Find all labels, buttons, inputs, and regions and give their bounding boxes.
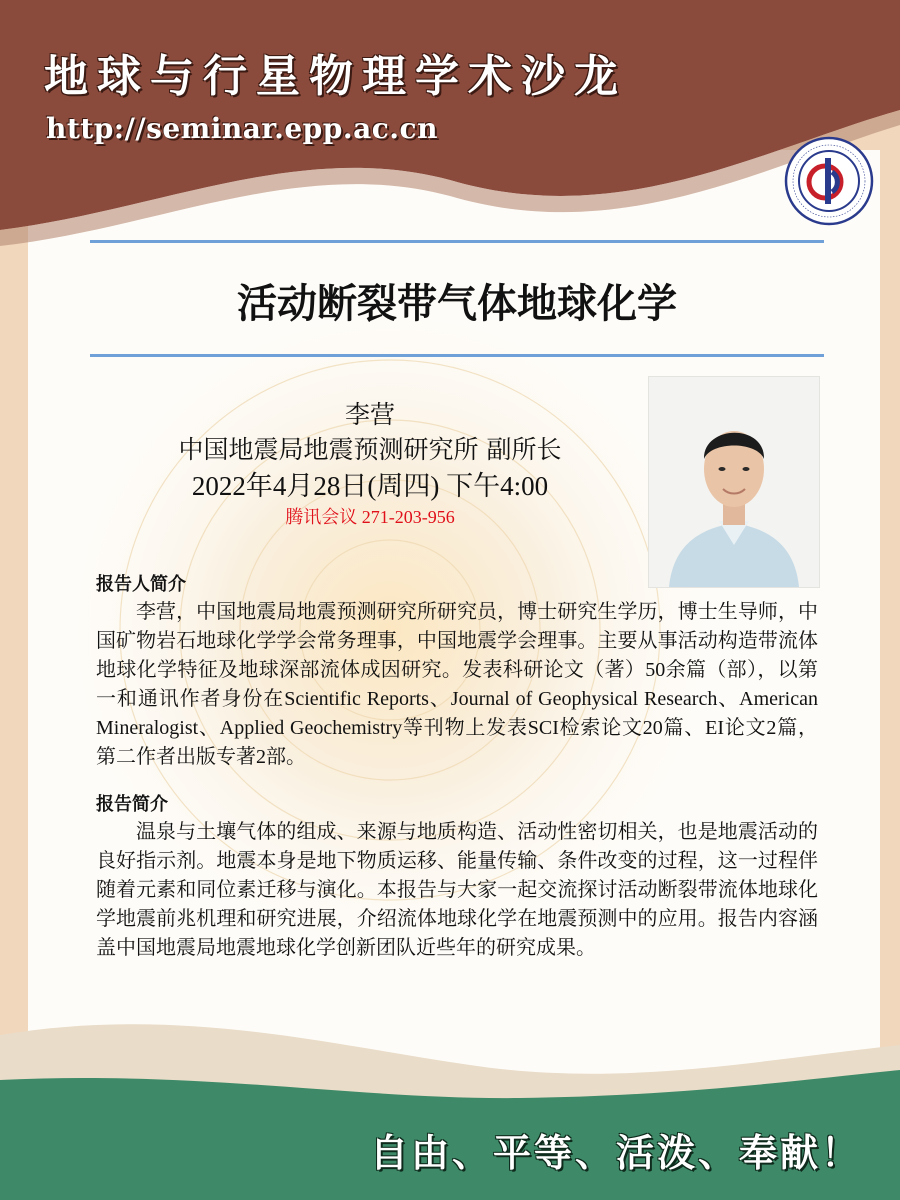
speaker-photo bbox=[648, 376, 820, 588]
speaker-name: 李营 bbox=[344, 400, 395, 429]
speaker-bio-text: 李营，中国地震局地震预测研究所研究员，博士研究生学历，博士生导师，中国矿物岩石地球化学学会常务理事，中国地震学会理事。主要从事活动构造带流体地球化学特征及地球深部流体成因研究。发表科研论文（著）50余篇（部），以第一和通讯作者身份在Scientific Reports、Journal of Geophysical Research、American Mineralogist、Applied Geochemistry等刊物上发表SCI检索论文20篇、EI论文2篇，第二作者出版专著2部。 bbox=[96, 601, 818, 768]
speaker-portrait-icon bbox=[649, 377, 819, 587]
meeting-id: 腾讯会议 271-203-956 bbox=[285, 507, 455, 527]
institute-seal-icon bbox=[784, 136, 874, 226]
footer-slogan: 自由、平等、活泼、奉献！ bbox=[369, 1130, 862, 1175]
talk-datetime: 2022年4月28日(周四) 下午4:00 bbox=[191, 471, 549, 501]
speaker-info bbox=[90, 398, 650, 530]
speaker-bio-heading: 报告人简介 bbox=[96, 574, 186, 595]
title-rule-bottom bbox=[90, 354, 824, 357]
talk-title: 活动断裂带气体地球化学 bbox=[237, 280, 677, 327]
speaker-affiliation: 中国地震局地震预测研究所 副所长 bbox=[178, 435, 562, 464]
abstract-text: 温泉与土壤气体的组成、来源与地质构造、活动性密切相关，也是地震活动的良好指示剂。地震本身是地下物质运移、能量传输、条件改变的过程，这一过程伴随着元素和同位素迁移与演化。本报告与大家一起交流探讨活动断裂带流体地球化学地震前兆机理和研究进展，介绍流体地球化学在地震预测中的应用。报告内容涵盖中国地震局地震地球化学创新团队近些年的研究成果。 bbox=[96, 821, 818, 959]
abstract-heading: 报告简介 bbox=[96, 794, 168, 815]
speaker-bio-section bbox=[96, 572, 818, 772]
abstract-section bbox=[96, 792, 818, 963]
title-rule-top bbox=[90, 240, 824, 243]
salon-title: 地球与行星物理学术沙龙 bbox=[44, 51, 627, 102]
seminar-url-link[interactable]: http://seminar.epp.ac.cn bbox=[46, 112, 438, 145]
